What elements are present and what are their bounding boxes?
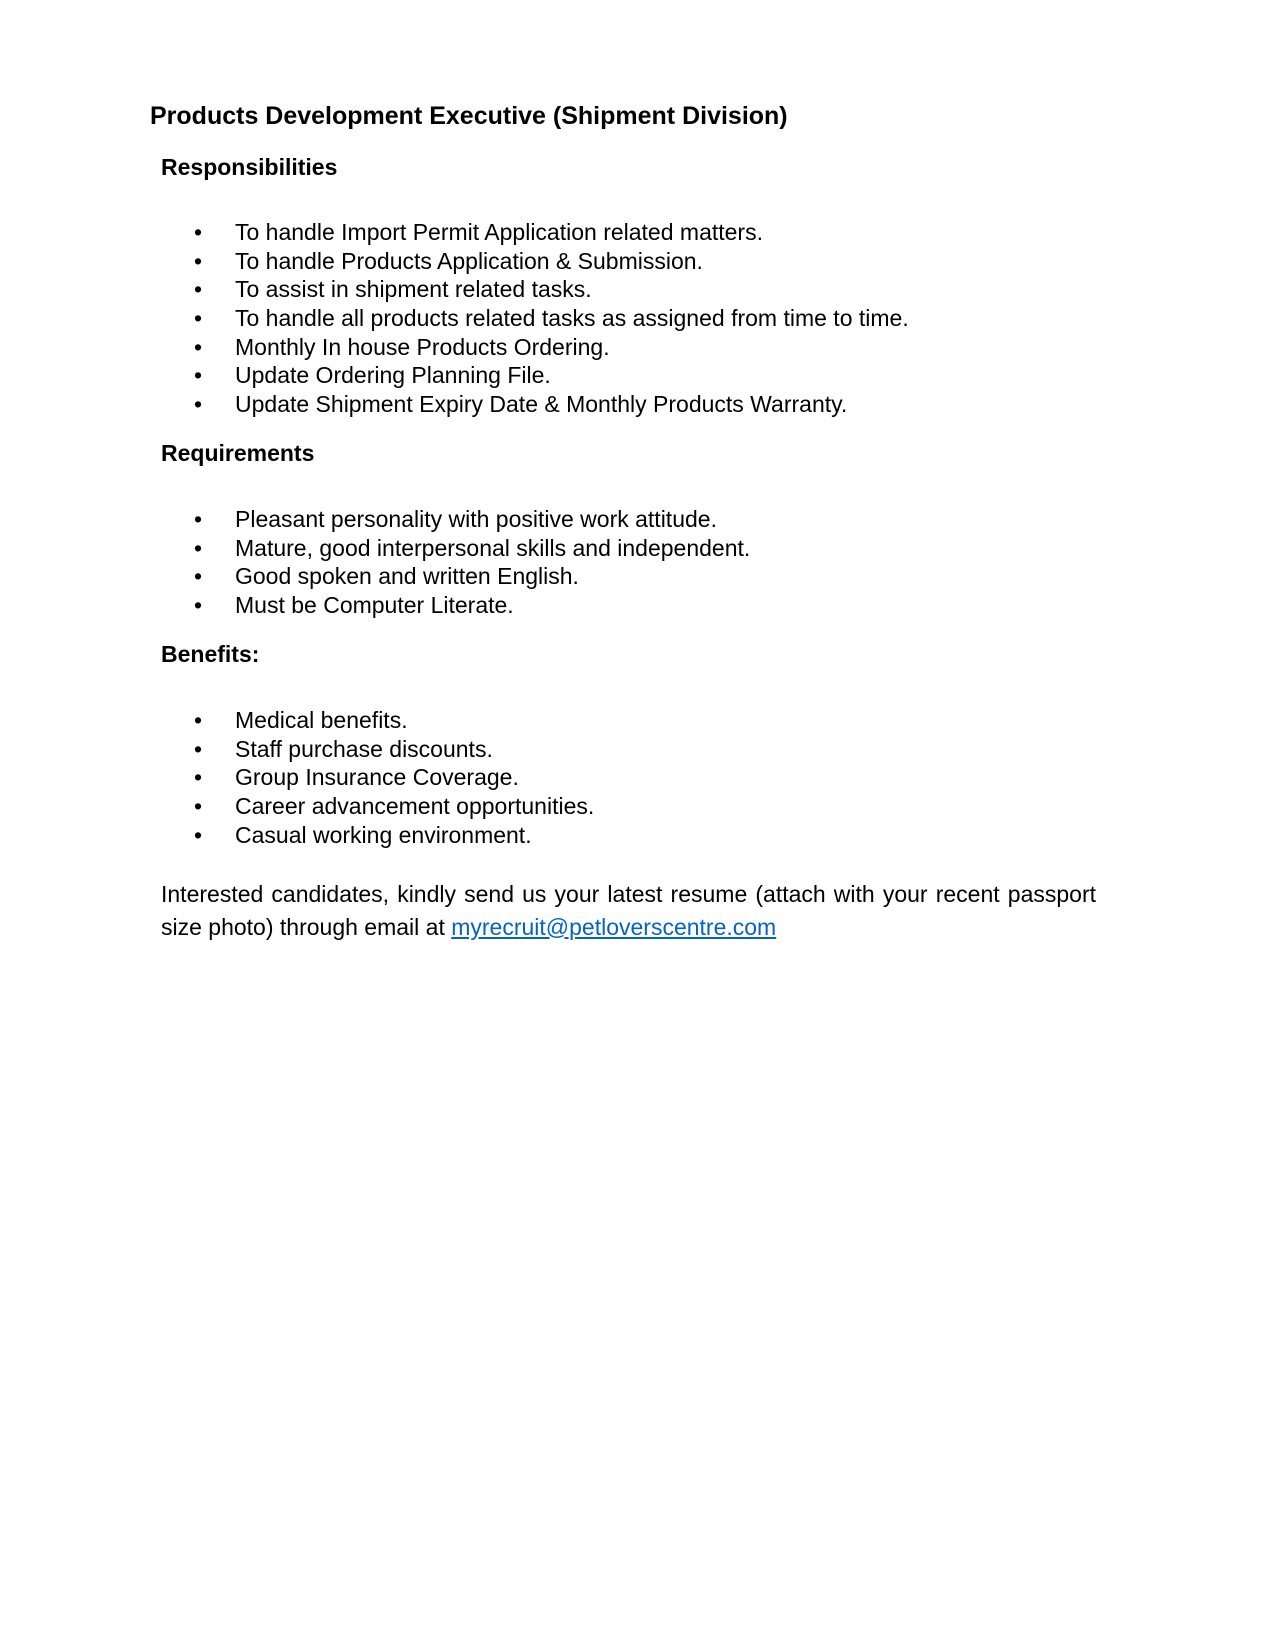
bullet-icon: • [194,563,203,590]
list-item-text: Career advancement opportunities. [235,792,595,819]
list-item-text: Pleasant personality with positive work attitude. [235,506,717,532]
benefits-heading: Benefits: [161,641,260,667]
list-item-text: Update Ordering Planning File. [235,362,551,389]
bullet-icon: • [194,219,203,245]
email-link[interactable]: myrecruit@petloverscentre.com [451,913,777,940]
bullet-icon: • [194,764,203,791]
list-item-text: Casual working environment. [235,821,532,848]
list-item-text: To handle all products related tasks as assigned from time to time. [235,304,909,331]
bullet-icon: • [194,821,203,848]
responsibilities-heading: Responsibilities [161,154,338,180]
document-title: Products Development Executive (Shipment Division) [150,102,788,130]
list-item-text: Monthly In house Products Ordering. [235,333,610,360]
requirements-heading: Requirements [161,440,315,466]
list-item-text: To handle Products Application & Submission. [235,247,703,274]
bullet-icon: • [194,506,203,532]
list-item-text: Staff purchase discounts. [235,735,493,762]
list-item-text: To assist in shipment related tasks. [235,276,592,303]
list-item-text: Mature, good interpersonal skills and independent. [235,534,751,561]
list-item-text: To handle Import Permit Application related matters. [235,219,763,245]
closing-paragraph [161,878,1096,943]
list-item-text: Good spoken and written English. [235,563,579,590]
list-item-text: Medical benefits. [235,707,408,733]
bullet-icon: • [194,792,203,819]
bullet-icon: • [194,591,203,618]
list-item-text: Group Insurance Coverage. [235,764,519,791]
bullet-icon: • [194,304,203,331]
bullet-icon: • [194,707,203,733]
closing-text: Interested candidates, kindly send us your latest resume (attach with your recent passport size photo) through email at [161,881,1096,940]
bullet-icon: • [194,534,203,561]
bullet-icon: • [194,276,203,303]
list-item-text: Must be Computer Literate. [235,591,514,618]
bullet-icon: • [194,333,203,360]
bullet-icon: • [194,247,203,274]
bullet-icon: • [194,362,203,389]
bullet-icon: • [194,390,203,417]
bullet-icon: • [194,735,203,762]
list-item-text: Update Shipment Expiry Date & Monthly Products Warranty. [235,390,848,417]
